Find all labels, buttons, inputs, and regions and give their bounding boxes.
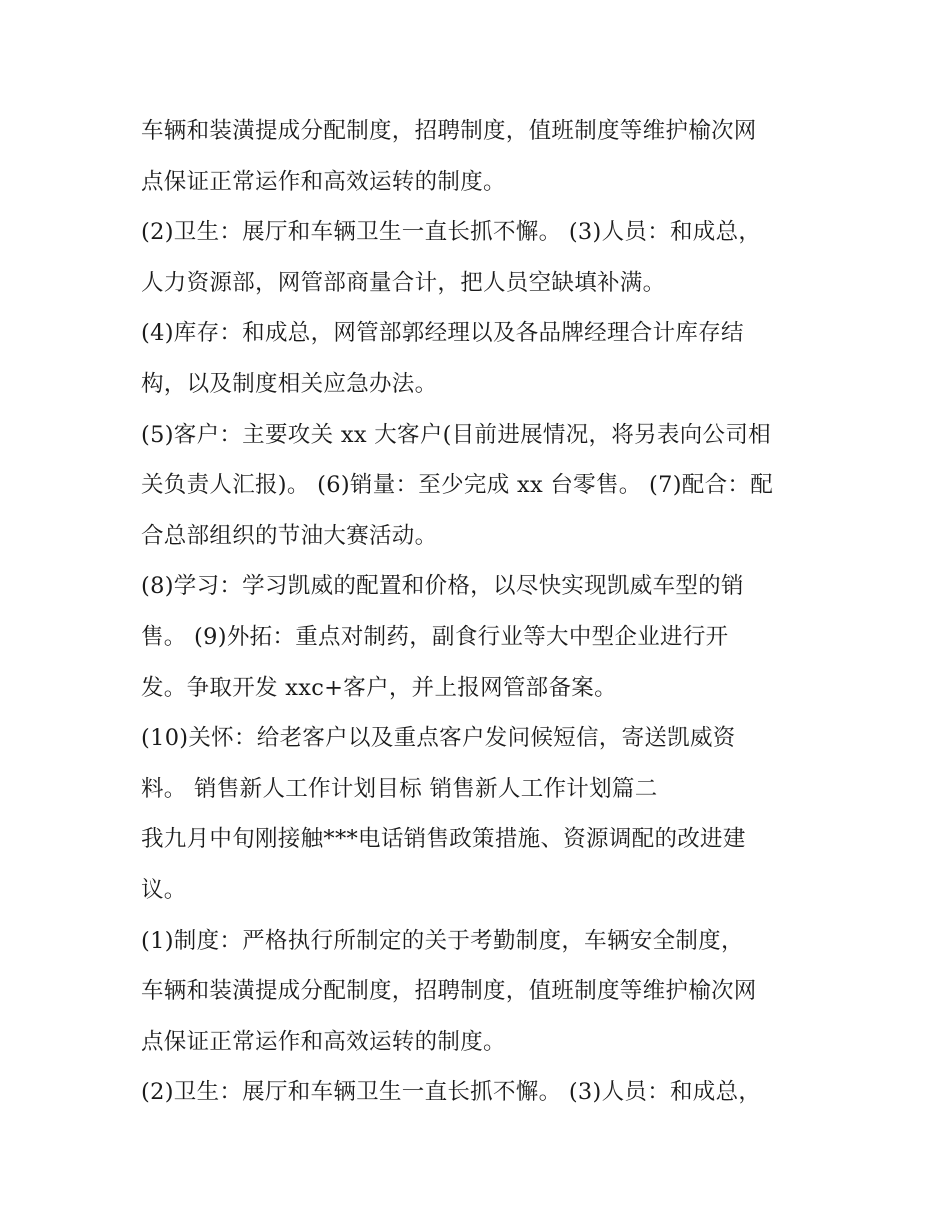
text-line: 合总部组织的节油大赛活动。 <box>141 522 438 549</box>
text-line: 车辆和装潢提成分配制度，招聘制度，值班制度等维护榆次网 <box>141 978 757 1005</box>
document-body <box>141 106 821 1118</box>
text-line: 料。 销售新人工作计划目标 销售新人工作计划篇二 <box>141 775 658 802</box>
text-line: 车辆和装潢提成分配制度，招聘制度，值班制度等维护榆次网 <box>141 118 757 144</box>
text-line: 人力资源部，网管部商量合计，把人员空缺填补满。 <box>141 269 666 296</box>
text-line: (1)制度：严格执行所制定的关于考勤制度，车辆安全制度， <box>141 927 744 954</box>
text-line: (4)库存：和成总，网管部郭经理以及各品牌经理合计库存结 <box>141 320 744 347</box>
text-line: 构，以及制度相关应急办法。 <box>141 370 438 397</box>
text-line: (2)卫生：展厅和车辆卫生一直长抓不懈。 (3)人员：和成总， <box>141 219 762 246</box>
text-line: 发。争取开发 xxc+客户，并上报网管部备案。 <box>141 674 617 701</box>
text-line: 点保证正常运作和高效运转的制度。 <box>141 168 506 195</box>
text-line: (8)学习：学习凯威的配置和价格，以尽快实现凯威车型的销 <box>141 573 744 600</box>
text-line: 议。 <box>141 876 187 903</box>
text-line: 关负责人汇报)。 (6)销量：至少完成 xx 台零售。 (7)配合：配 <box>141 472 774 499</box>
text-line: (2)卫生：展厅和车辆卫生一直长抓不懈。 (3)人员：和成总， <box>141 1079 762 1106</box>
text-line: (5)客户：主要攻关 xx 大客户(目前进展情况，将另表向公司相 <box>141 421 771 448</box>
text-line: (10)关怀：给老客户以及重点客户发问候短信，寄送凯威资 <box>141 725 736 752</box>
text-line: 我九月中旬刚接触***电话销售政策措施、资源调配的改进建 <box>141 826 746 853</box>
text-line: 售。 (9)外拓：重点对制药，副食行业等大中型企业进行开 <box>141 623 729 650</box>
text-line: 点保证正常运作和高效运转的制度。 <box>141 1028 506 1055</box>
